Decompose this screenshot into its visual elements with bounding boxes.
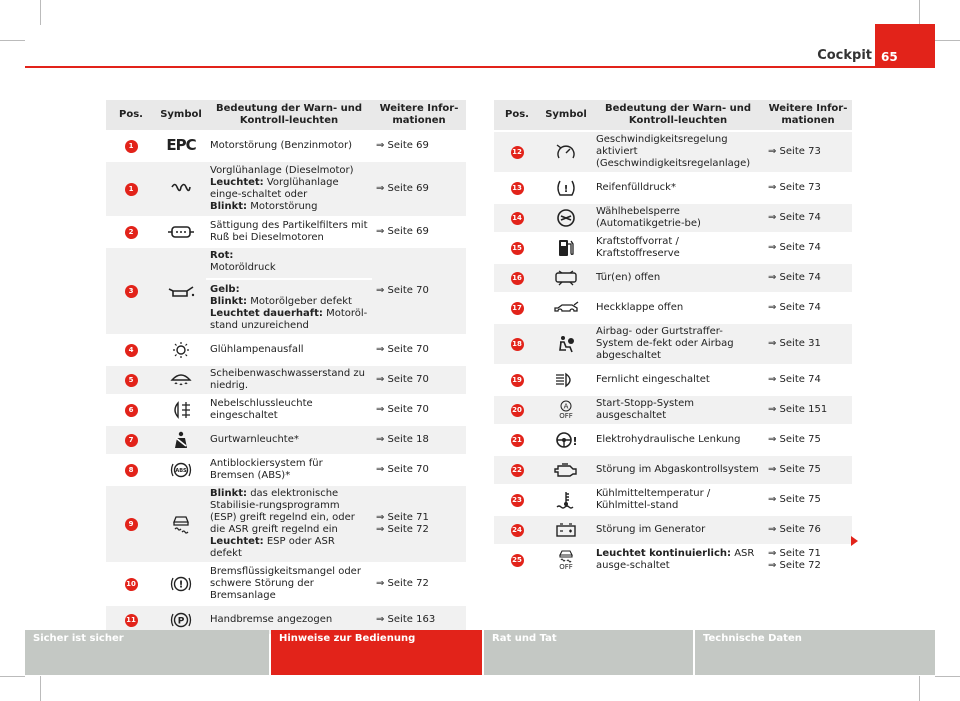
meaning-text: Gurtwarnleuchte* [206, 426, 372, 454]
meaning-text: Glühlampenausfall [206, 336, 372, 364]
table-row [106, 366, 466, 394]
page-ref[interactable]: ⇒ Seite 70 [372, 366, 466, 394]
meaning-text: Geschwindigkeitsregelung aktiviert (Geschwindigkeitsregelanlage) [592, 132, 764, 172]
page-ref[interactable]: ⇒ Seite 71 ⇒ Seite 72 [764, 546, 852, 574]
tailgate-icon [553, 301, 579, 315]
page-ref[interactable]: ⇒ Seite 73 [764, 174, 852, 202]
page-ref[interactable]: ⇒ Seite 163 [372, 606, 466, 634]
meaning-text: Sättigung des Partikelfilters mit Ruß bei Dieselmotoren [206, 218, 372, 246]
crop-mark [0, 40, 25, 41]
meaning-text: Airbag- oder Gurtstraffer-System de-fekt oder Airbag abgeschaltet [592, 324, 764, 364]
position-badge: 10 [125, 578, 138, 591]
crop-mark [935, 40, 960, 41]
svg-text:!: ! [563, 184, 569, 195]
page-ref[interactable]: ⇒ Seite 76 [764, 516, 852, 544]
table-row [494, 486, 852, 514]
meaning-text: Handbremse angezogen [206, 606, 372, 634]
page-ref[interactable]: ⇒ Seite 31 [764, 324, 852, 364]
crop-mark [935, 676, 960, 677]
page-number: 65 [875, 24, 935, 67]
position-badge: 20 [511, 404, 524, 417]
cruise-control-icon [555, 143, 577, 161]
table-row [106, 486, 466, 562]
epc-icon: EPC [166, 135, 196, 154]
table-row [494, 396, 852, 424]
continue-arrow-icon [851, 536, 858, 546]
table-row [494, 234, 852, 262]
warning-light-table-left [106, 98, 466, 636]
coolant-icon [555, 490, 577, 510]
particle-filter-icon [168, 225, 194, 239]
table-row [494, 324, 852, 364]
col-meaning: Bedeutung der Warn- und Kontroll-leuchten [592, 100, 764, 130]
meaning-text: Fernlicht eingeschaltet [592, 366, 764, 394]
meaning-text: Wählhebelsperre (Automatikgetrie-be) [592, 204, 764, 232]
selector-lock-icon [556, 208, 576, 228]
table-row [106, 426, 466, 454]
svg-text:ABS: ABS [175, 468, 187, 474]
meaning-text: Störung im Abgaskontrollsystem [592, 456, 764, 484]
meaning-text: Start-Stopp-System ausgeschaltet [592, 396, 764, 424]
crop-mark [0, 676, 25, 677]
meaning-text: Motorstörung (Benzinmotor) [206, 132, 372, 160]
meaning-text: Reifenfülldruck* [592, 174, 764, 202]
page-ref[interactable]: ⇒ Seite 70 [372, 456, 466, 484]
table-row [106, 456, 466, 484]
table-row [106, 248, 466, 334]
page-ref[interactable]: ⇒ Seite 70 [372, 336, 466, 364]
svg-text:!: ! [572, 435, 578, 448]
position-badge: 7 [125, 434, 138, 447]
meaning-text: Blinkt: das elektronische Stabilisie-rungsprogramm (ESP) greift regelnd ein, oder die ASR greift regelnd ein Leuchtet: ESP oder ASR defekt [206, 486, 372, 562]
crop-mark [919, 676, 920, 701]
position-badge: 8 [125, 464, 138, 477]
page-ref[interactable]: ⇒ Seite 69 [372, 132, 466, 160]
header-rule [25, 66, 935, 68]
crop-mark [40, 0, 41, 25]
position-badge: 6 [125, 404, 138, 417]
engine-emission-icon [553, 462, 579, 478]
page-ref[interactable]: ⇒ Seite 69 [372, 218, 466, 246]
brake-warning-icon [169, 575, 193, 593]
col-symbol: Symbol [156, 100, 206, 130]
position-badge: 13 [511, 182, 524, 195]
footer-tab-safety[interactable]: Sicher ist sicher [25, 630, 269, 675]
meaning-text: Bremsflüssigkeitsmangel oder schwere Störung der Bremsanlage [206, 564, 372, 604]
asr-off-icon: OFF [544, 549, 588, 571]
page-ref[interactable]: ⇒ Seite 72 [372, 564, 466, 604]
door-open-icon [554, 270, 578, 286]
meaning-text: Nebelschlussleuchte eingeschaltet [206, 396, 372, 424]
position-badge: 9 [125, 518, 138, 531]
crop-mark [40, 676, 41, 701]
meaning-text: Kühlmitteltemperatur / Kühlmittel-stand [592, 486, 764, 514]
col-symbol: Symbol [540, 100, 592, 130]
table-row [494, 132, 852, 172]
table-row [494, 456, 852, 484]
col-meaning: Bedeutung der Warn- und Kontroll-leuchten [206, 100, 372, 130]
high-beam-icon [554, 372, 578, 388]
washer-fluid-icon [170, 372, 192, 388]
table-row [494, 366, 852, 394]
meaning-text: Elektrohydraulische Lenkung [592, 426, 764, 454]
page-ref[interactable]: ⇒ Seite 74 [764, 264, 852, 292]
rear-fog-icon [170, 401, 192, 419]
svg-text:A: A [563, 402, 569, 411]
table-row [494, 264, 852, 292]
steering-icon [554, 431, 578, 449]
position-badge: 15 [511, 242, 524, 255]
crop-mark [919, 0, 920, 25]
table-row [106, 564, 466, 604]
position-badge: 23 [511, 494, 524, 507]
page-ref[interactable]: ⇒ Seite 74 [764, 204, 852, 232]
meaning-text: Heckklappe offen [592, 294, 764, 322]
svg-text:P: P [177, 616, 185, 627]
position-badge: 19 [511, 374, 524, 387]
meaning-text: Rot: Motoröldruck Gelb: Blinkt: Motorölgeber defekt Leuchtet dauerhaft: Motoröl-stand unzureichend [206, 248, 372, 334]
position-badge: 25 [511, 554, 524, 567]
parking-brake-icon [169, 611, 193, 629]
footer-tab-advice[interactable]: Rat und Tat [484, 630, 693, 675]
meaning-text: Störung im Generator [592, 516, 764, 544]
table-row [494, 516, 852, 544]
glow-plug-icon [170, 183, 192, 195]
position-badge: 3 [125, 285, 138, 298]
meaning-text: Vorglühanlage (Dieselmotor) Leuchtet: Vorglühanlage einge-schaltet oder Blinkt: Motorstörung [206, 162, 372, 216]
footer-tab-operation[interactable]: Hinweise zur Bedienung [271, 630, 482, 675]
position-badge: 5 [125, 374, 138, 387]
table-row [106, 162, 466, 216]
airbag-icon [556, 334, 576, 354]
position-badge: 16 [511, 272, 524, 285]
table-row [106, 396, 466, 424]
page-ref[interactable]: ⇒ Seite 74 [764, 366, 852, 394]
bulb-failure-icon [171, 342, 191, 358]
position-badge: 2 [125, 226, 138, 239]
table-row [106, 132, 466, 160]
meaning-text: Antiblockiersystem für Bremsen (ABS)* [206, 456, 372, 484]
col-pos: Pos. [494, 100, 540, 130]
table-row [106, 336, 466, 364]
col-info: Weitere Infor-mationen [764, 100, 852, 130]
meaning-text: Leuchtet kontinuierlich: ASR ausge-schaltet [592, 546, 764, 574]
seatbelt-icon [173, 431, 189, 449]
col-pos: Pos. [106, 100, 156, 130]
position-badge: 17 [511, 302, 524, 315]
table-row [106, 218, 466, 246]
meaning-text: Scheibenwaschwasserstand zu niedrig. [206, 366, 372, 394]
position-badge: 1 [125, 140, 138, 153]
page-ref[interactable]: ⇒ Seite 73 [764, 132, 852, 172]
position-badge: 4 [125, 344, 138, 357]
position-badge: 1 [125, 183, 138, 196]
position-badge: 22 [511, 464, 524, 477]
page-ref[interactable]: ⇒ Seite 71 ⇒ Seite 72 [372, 486, 466, 562]
page-ref[interactable]: ⇒ Seite 69 [372, 162, 466, 216]
page-ref[interactable]: ⇒ Seite 70 [372, 248, 466, 334]
page-ref[interactable]: ⇒ Seite 74 [764, 294, 852, 322]
page-ref[interactable]: ⇒ Seite 75 [764, 486, 852, 514]
position-badge: 12 [511, 146, 524, 159]
position-badge: 11 [125, 614, 138, 627]
position-badge: 18 [511, 338, 524, 351]
tyre-pressure-icon [555, 179, 577, 197]
position-badge: 14 [511, 212, 524, 225]
table-row [494, 546, 852, 574]
table-row [494, 294, 852, 322]
meaning-text: Kraftstoffvorrat / Kraftstoffreserve [592, 234, 764, 262]
col-info: Weitere Infor-mationen [372, 100, 466, 130]
page-title: Cockpit [817, 48, 872, 63]
battery-icon [555, 522, 577, 538]
page-ref[interactable]: ⇒ Seite 18 [372, 426, 466, 454]
page-ref[interactable]: ⇒ Seite 151 [764, 396, 852, 424]
fuel-pump-icon [557, 238, 575, 258]
table-row [494, 426, 852, 454]
esp-icon [171, 513, 191, 535]
page-ref[interactable]: ⇒ Seite 75 [764, 456, 852, 484]
start-stop-off-icon: A OFF [559, 402, 573, 420]
abs-icon [170, 461, 192, 479]
position-badge: 21 [511, 434, 524, 447]
warning-light-table-right [494, 98, 852, 576]
table-row [494, 204, 852, 232]
footer-tab-technical[interactable]: Technische Daten [695, 630, 935, 675]
meaning-text: Tür(en) offen [592, 264, 764, 292]
page-ref[interactable]: ⇒ Seite 75 [764, 426, 852, 454]
svg-text:!: ! [178, 579, 184, 591]
oil-can-icon [167, 284, 195, 298]
page-ref[interactable]: ⇒ Seite 70 [372, 396, 466, 424]
position-badge: 24 [511, 524, 524, 537]
table-row [494, 174, 852, 202]
page-ref[interactable]: ⇒ Seite 74 [764, 234, 852, 262]
